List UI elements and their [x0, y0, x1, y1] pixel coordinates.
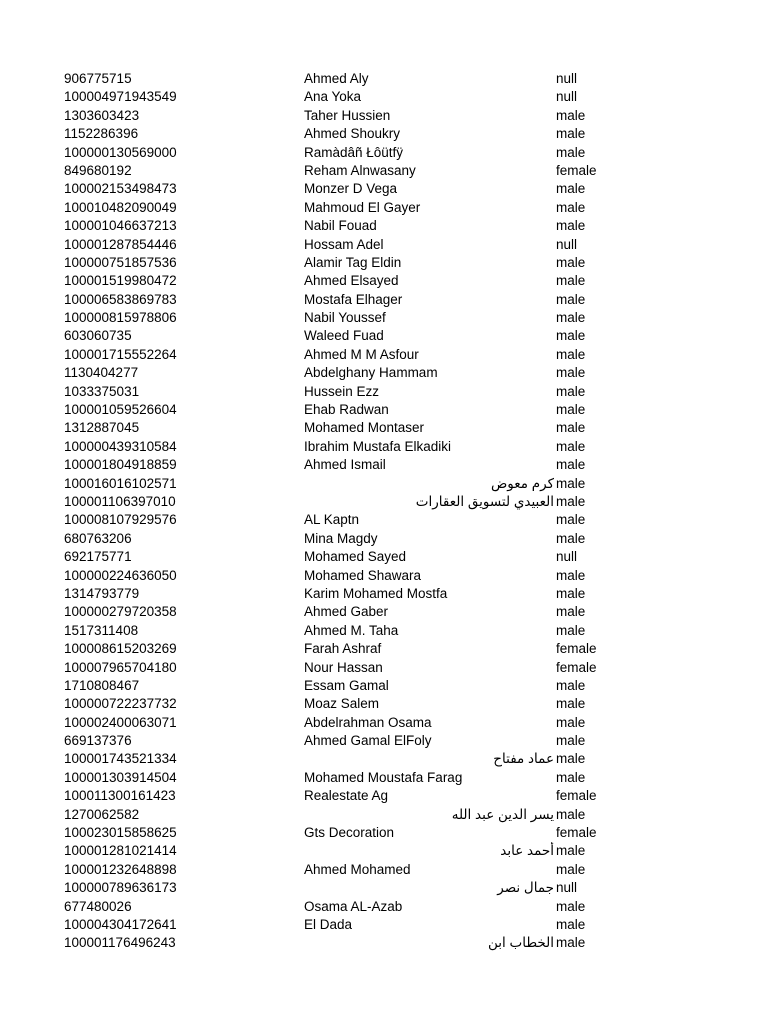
user-name-cell: Hussein Ezz	[304, 383, 380, 399]
user-id-cell: 100016016102571	[64, 475, 177, 491]
gender-cell: male	[556, 328, 586, 344]
gender-cell: female	[556, 641, 597, 657]
user-id-cell: 1312887045	[64, 420, 140, 436]
user-name-cell: Karim Mohamed Mostfa	[304, 585, 448, 601]
user-id-cell: 100001106397010	[64, 493, 176, 509]
table-row	[0, 162, 768, 180]
gender-cell: male	[556, 733, 586, 749]
user-name-cell: Nabil Youssef	[304, 310, 386, 326]
user-id-cell: 100000722237732	[64, 696, 177, 712]
user-id-cell: 100001519980472	[64, 273, 177, 289]
user-name-cell: يسر الدين عبد الله	[451, 806, 554, 822]
user-id-cell: 906775715	[64, 71, 132, 86]
table-row	[0, 714, 768, 732]
user-name-cell: عماد مفتاح	[493, 751, 554, 767]
gender-cell: male	[556, 457, 586, 473]
user-id-cell: 1517311408	[64, 622, 139, 638]
table-row	[0, 750, 768, 768]
user-name-cell: Essam Gamal	[304, 677, 389, 693]
user-id-cell: 100007965704180	[64, 659, 177, 675]
user-name-cell: Taher Hussien	[304, 107, 391, 123]
user-name-cell: Ahmed Gamal ElFoly	[304, 733, 432, 749]
user-id-cell: 100000130569000	[64, 144, 177, 160]
user-name-cell: Ahmed Gaber	[304, 604, 389, 620]
gender-cell: male	[556, 402, 586, 418]
gender-cell: male	[556, 438, 586, 454]
user-name-cell: Hossam Adel	[304, 236, 384, 252]
user-id-cell: 100001059526604	[64, 402, 177, 418]
user-name-cell: Moaz Salem	[304, 696, 380, 712]
user-name-cell: Abdelghany Hammam	[304, 365, 438, 381]
user-name-cell: أحمد عابد	[500, 843, 554, 859]
table-row	[0, 787, 768, 805]
user-name-cell: Mohamed Montaser	[304, 420, 425, 436]
user-name-cell: Farah Ashraf	[304, 641, 382, 657]
user-id-cell: 1303603423	[64, 107, 140, 123]
table-row	[0, 842, 768, 860]
table-row	[0, 125, 768, 143]
gender-cell: male	[556, 512, 586, 528]
user-name-cell: Waleed Fuad	[304, 328, 384, 344]
user-id-cell: 100002153498473	[64, 181, 177, 197]
user-name-cell: كرم معوض	[490, 475, 554, 491]
table-row	[0, 622, 768, 640]
user-id-cell: 692175771	[64, 549, 132, 565]
user-id-cell: 100000279720358	[64, 604, 177, 620]
table-row	[0, 640, 768, 658]
gender-cell: male	[556, 273, 586, 289]
table-row	[0, 88, 768, 106]
user-name-cell: Ahmed M. Taha	[304, 622, 399, 638]
gender-cell: male	[556, 622, 586, 638]
user-id-cell: 100008615203269	[64, 641, 177, 657]
gender-cell: male	[556, 769, 586, 785]
user-name-cell: Mohamed Moustafa Farag	[304, 769, 463, 785]
user-name-cell: Ahmed Shoukry	[304, 126, 401, 142]
table-row	[0, 567, 768, 585]
table-row	[0, 254, 768, 272]
user-id-cell: 849680192	[64, 162, 132, 178]
gender-cell: male	[556, 696, 586, 712]
user-name-cell: Abdelrahman Osama	[304, 714, 432, 730]
user-name-cell: Monzer D Vega	[304, 181, 398, 197]
gender-cell: male	[556, 291, 586, 307]
table-row	[0, 346, 768, 364]
table-row	[0, 199, 768, 217]
table-row	[0, 824, 768, 842]
table-row	[0, 438, 768, 456]
user-name-cell: Alamir Tag Eldin	[304, 254, 402, 270]
table-row	[0, 732, 768, 750]
user-id-cell: 1270062582	[64, 806, 140, 822]
user-name-cell: Ana Yoka	[304, 89, 362, 105]
table-row	[0, 419, 768, 437]
table-row	[0, 70, 768, 88]
user-id-cell: 100001281021414	[64, 843, 177, 859]
table-row	[0, 879, 768, 897]
table-row	[0, 291, 768, 309]
table-row	[0, 364, 768, 382]
user-name-cell: Mahmoud El Gayer	[304, 199, 421, 215]
gender-cell: male	[556, 107, 586, 123]
user-id-cell: 100000224636050	[64, 567, 177, 583]
gender-cell: female	[556, 659, 597, 675]
user-id-cell: 1710808467	[64, 677, 140, 693]
user-name-cell: Nabil Fouad	[304, 218, 377, 234]
user-name-cell: جمال نصر	[497, 880, 554, 896]
gender-cell: male	[556, 181, 586, 197]
gender-cell: male	[556, 585, 586, 601]
gender-cell: male	[556, 365, 586, 381]
gender-cell: null	[556, 549, 578, 565]
table-row	[0, 677, 768, 695]
user-id-cell: 100001232648898	[64, 861, 177, 877]
user-name-cell: Gts Decoration	[304, 825, 395, 841]
gender-cell: male	[556, 254, 586, 270]
user-id-cell: 1130404277	[64, 365, 139, 381]
table-row	[0, 934, 768, 952]
table-row	[0, 511, 768, 529]
table-row	[0, 603, 768, 621]
gender-cell: male	[556, 677, 586, 693]
data-table	[0, 70, 768, 953]
table-row	[0, 695, 768, 713]
table-row	[0, 806, 768, 824]
user-id-cell: 669137376	[64, 733, 132, 749]
table-row	[0, 217, 768, 235]
user-id-cell: 1314793779	[64, 585, 140, 601]
user-id-cell: 1033375031	[64, 383, 140, 399]
user-id-cell: 100001046637213	[64, 218, 177, 234]
gender-cell: null	[556, 71, 578, 86]
user-name-cell: الخطاب ابن	[487, 935, 554, 951]
table-row	[0, 861, 768, 879]
gender-cell: male	[556, 420, 586, 436]
user-id-cell: 100008107929576	[64, 512, 177, 528]
user-id-cell: 100000815978806	[64, 310, 177, 326]
gender-cell: male	[556, 199, 586, 215]
gender-cell: male	[556, 346, 586, 362]
gender-cell: male	[556, 843, 586, 859]
gender-cell: null	[556, 236, 578, 252]
user-id-cell: 1152286396	[64, 126, 139, 142]
gender-cell: male	[556, 714, 586, 730]
table-row	[0, 236, 768, 254]
table-row	[0, 659, 768, 677]
user-name-cell: Mina Magdy	[304, 530, 378, 546]
table-row	[0, 548, 768, 566]
table-row	[0, 309, 768, 327]
gender-cell: male	[556, 861, 586, 877]
table-row	[0, 401, 768, 419]
table-row	[0, 272, 768, 290]
user-name-cell: Realestate Ag	[304, 788, 389, 804]
user-name-cell: Osama AL-Azab	[304, 898, 403, 914]
user-id-cell: 100023015858625	[64, 825, 177, 841]
user-name-cell: Mostafa Elhager	[304, 291, 403, 307]
table-row	[0, 107, 768, 125]
table-row	[0, 475, 768, 493]
gender-cell: male	[556, 935, 586, 951]
user-name-cell: El Dada	[304, 916, 353, 932]
user-id-cell: 100000439310584	[64, 438, 177, 454]
gender-cell: male	[556, 475, 586, 491]
table-row	[0, 585, 768, 603]
user-id-cell: 100010482090049	[64, 199, 177, 215]
gender-cell: male	[556, 383, 586, 399]
user-id-cell: 100001804918859	[64, 457, 177, 473]
user-id-cell: 603060735	[64, 328, 132, 344]
user-id-cell: 100006583869783	[64, 291, 177, 307]
gender-cell: male	[556, 916, 586, 932]
gender-cell: male	[556, 144, 586, 160]
user-name-cell: Reham Alnwasany	[304, 162, 416, 178]
user-name-cell: Ahmed Elsayed	[304, 273, 399, 289]
user-id-cell: 100001176496243	[64, 935, 176, 951]
gender-cell: null	[556, 880, 578, 896]
table-row	[0, 180, 768, 198]
user-name-cell: Nour Hassan	[304, 659, 383, 675]
table-row	[0, 327, 768, 345]
table-row	[0, 456, 768, 474]
gender-cell: male	[556, 218, 586, 234]
gender-cell: female	[556, 788, 597, 804]
user-name-cell: Ehab Radwan	[304, 402, 389, 418]
user-id-cell: 100001743521334	[64, 751, 177, 767]
table-row	[0, 144, 768, 162]
gender-cell: male	[556, 310, 586, 326]
table-row	[0, 769, 768, 787]
user-id-cell: 100011300161423	[64, 788, 176, 804]
gender-cell: female	[556, 825, 597, 841]
gender-cell: male	[556, 898, 586, 914]
user-id-cell: 100002400063071	[64, 714, 177, 730]
user-id-cell: 100004971943549	[64, 89, 177, 105]
gender-cell: male	[556, 751, 586, 767]
user-id-cell: 100001287854446	[64, 236, 177, 252]
user-id-cell: 100001715552264	[64, 346, 177, 362]
user-id-cell: 680763206	[64, 530, 132, 546]
table-row	[0, 383, 768, 401]
table-row	[0, 530, 768, 548]
user-id-cell: 100000789636173	[64, 880, 177, 896]
table-row	[0, 916, 768, 934]
table-row	[0, 898, 768, 916]
user-name-cell: Ahmed Ismail	[304, 457, 386, 473]
gender-cell: female	[556, 162, 597, 178]
gender-cell: male	[556, 806, 586, 822]
user-name-cell: Ramàdâñ Łôütfÿ	[304, 144, 404, 160]
user-name-cell: AL Kaptn	[304, 512, 360, 528]
user-name-cell: Ibrahim Mustafa Elkadiki	[304, 438, 452, 454]
gender-cell: male	[556, 567, 586, 583]
user-name-cell: Mohamed Sayed	[304, 549, 407, 565]
user-id-cell: 100004304172641	[64, 916, 177, 932]
gender-cell: male	[556, 126, 586, 142]
user-name-cell: Ahmed M M Asfour	[304, 346, 419, 362]
user-id-cell: 677480026	[64, 898, 132, 914]
user-name-cell: Mohamed Shawara	[304, 567, 422, 583]
gender-cell: male	[556, 493, 586, 509]
user-name-cell: Ahmed Mohamed	[304, 861, 411, 877]
user-id-cell: 100001303914504	[64, 769, 177, 785]
gender-cell: male	[556, 530, 586, 546]
user-name-cell: Ahmed Aly	[304, 71, 369, 86]
user-id-cell: 100000751857536	[64, 254, 177, 270]
gender-cell: null	[556, 89, 578, 105]
table-row	[0, 493, 768, 511]
user-name-cell: العبيدي لتسويق العقارات	[415, 493, 554, 509]
gender-cell: male	[556, 604, 586, 620]
